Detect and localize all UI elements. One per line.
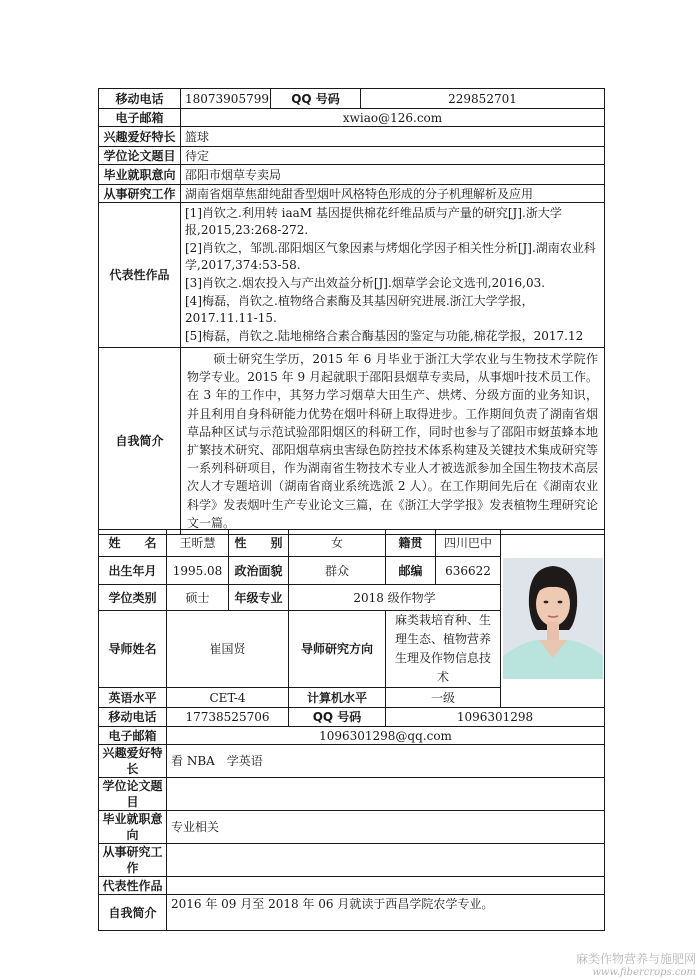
intent-label: 毕业就职意向 (99, 811, 167, 844)
origin-value: 四川巴中 (436, 530, 501, 557)
major-label: 年级专业 (229, 585, 289, 611)
name-label: 姓 名 (99, 530, 167, 557)
intent-label: 毕业就职意向 (99, 165, 181, 185)
phone-value: 17738525706 (167, 708, 289, 727)
research-label: 从事研究工作 (99, 844, 167, 877)
thesis-label: 学位论文题目 (99, 778, 167, 811)
major-value: 2018 级作物学 (289, 585, 501, 611)
direction-label: 导师研究方向 (289, 611, 386, 688)
english-label: 英语水平 (99, 688, 167, 708)
hobby-value: 看 NBA 学英语 (167, 745, 605, 778)
email-value: xwiao@126.com (181, 109, 605, 127)
hobby-label: 兴趣爱好特长 (99, 745, 167, 778)
photo-cell (501, 530, 605, 708)
work-item: [4]梅磊，肖钦之.植物络合素酶及其基因研究进展.浙江大学学报，2017.11.11-15. (185, 293, 534, 326)
political-value: 群众 (289, 557, 386, 585)
qq-value: 229852701 (361, 89, 605, 109)
work-item: [2]肖钦之，邹凯.邵阳烟区气象因素与烤烟化学因子相关性分析[J].湖南农业科学,2017,374:53-58. (185, 240, 596, 273)
hobby-value: 篮球 (181, 127, 605, 147)
watermark-title: 麻类作物营养与施肥网 (575, 952, 696, 966)
phone-label: 移动电话 (99, 89, 181, 109)
qq-label: QQ 号码 (289, 708, 386, 727)
record-table-2 (98, 529, 605, 931)
thesis-label: 学位论文题目 (99, 147, 181, 165)
origin-label: 籍贯 (386, 530, 436, 557)
qq-value: 1096301298 (386, 708, 605, 727)
work-item: [5]梅磊，肖钦之.陆地棉络合素合酶基因的鉴定与功能,棉花学报，2017.12 (185, 328, 584, 343)
direction-value: 麻类栽培育种、生理生态、植物营养生理及作物信息技术 (386, 611, 501, 688)
phone-label: 移动电话 (99, 708, 167, 727)
works-list (181, 203, 605, 348)
hobby-label: 兴趣爱好特长 (99, 127, 181, 147)
qq-label: QQ 号码 (271, 89, 361, 109)
work-item: [3]肖钦之.烟农投入与产出效益分析[J].烟草学会论文选刊,2016,03. (185, 276, 546, 290)
thesis-value (167, 778, 605, 811)
research-value (167, 844, 605, 877)
advisor-value: 崔国贤 (167, 611, 289, 688)
bio-text: 硕士研究生学历，2015 年 6 月毕业于浙江大学农业与生物技术学院作物学专业。2015 年 9 月起就职于邵阳县烟草专卖局，从事烟叶技术员工作。在 3 年的工作中，其努力学习烟草大田生产、烘烤、分级方面的业务知识，并且利用自身科研能力优势在烟叶科研上取得进步。工作期间负责了湖南省烟草品种区试与示范试验邵阳烟区的科研工作，同时也参与了邵阳市蚜茧蜂本地扩繁技术研究、邵阳烟草病虫害绿色防控技术体系构建及关键技术集成研究等一系列科研项目，作为湖南省生物技术专业人才被选派参加全国生物技术高层次人才专题培训（湖南省商业系统选派 2 人）。在工作期间先后在《湖南农业科学》发表烟叶生产专业论文三篇，在《浙江大学学报》发表植物生理研究论文一篇。 (181, 348, 605, 535)
site-watermark (576, 950, 696, 978)
record-table-1 (98, 88, 605, 535)
bio-text: 2016 年 09 月至 2018 年 06 月就读于西昌学院农学专业。 (167, 895, 605, 931)
computer-label: 计算机水平 (289, 688, 386, 708)
profile-photo (503, 558, 603, 679)
zip-label: 邮编 (386, 557, 436, 585)
zip-value: 636622 (436, 557, 501, 585)
research-label: 从事研究工作 (99, 185, 181, 203)
email-value: 1096301298@qq.com (167, 727, 605, 745)
degree-label: 学位类别 (99, 585, 167, 611)
bio-label: 自我简介 (99, 348, 181, 535)
gender-label: 性 别 (229, 530, 289, 557)
work-item: [1]肖钦之.利用转 iaaM 基因提供棉花纤维品质与产量的研究[J].浙大学报,2015,23:268-272. (185, 205, 562, 238)
thesis-value: 待定 (181, 147, 605, 165)
name-value: 王昕慧 (167, 530, 229, 557)
english-value: CET-4 (167, 688, 289, 708)
birth-label: 出生年月 (99, 557, 167, 585)
research-value: 湖南省烟草焦甜纯甜香型烟叶风格特色形成的分子机理解析及应用 (181, 185, 605, 203)
email-label: 电子邮箱 (99, 109, 181, 127)
intent-value: 邵阳市烟草专卖局 (181, 165, 605, 185)
gender-value: 女 (289, 530, 386, 557)
political-label: 政治面貌 (229, 557, 289, 585)
advisor-label: 导师姓名 (99, 611, 167, 688)
birth-value: 1995.08 (167, 557, 229, 585)
works-label: 代表性作品 (99, 877, 167, 895)
phone-value: 18073905799 (181, 89, 271, 109)
degree-value: 硕士 (167, 585, 229, 611)
bio-label: 自我简介 (99, 895, 167, 931)
computer-value: 一级 (386, 688, 501, 708)
works-value (167, 877, 605, 895)
intent-value: 专业相关 (167, 811, 605, 844)
email-label: 电子邮箱 (99, 727, 167, 745)
works-label: 代表性作品 (99, 203, 181, 348)
watermark-url: www.fibercrops.com (592, 967, 696, 978)
